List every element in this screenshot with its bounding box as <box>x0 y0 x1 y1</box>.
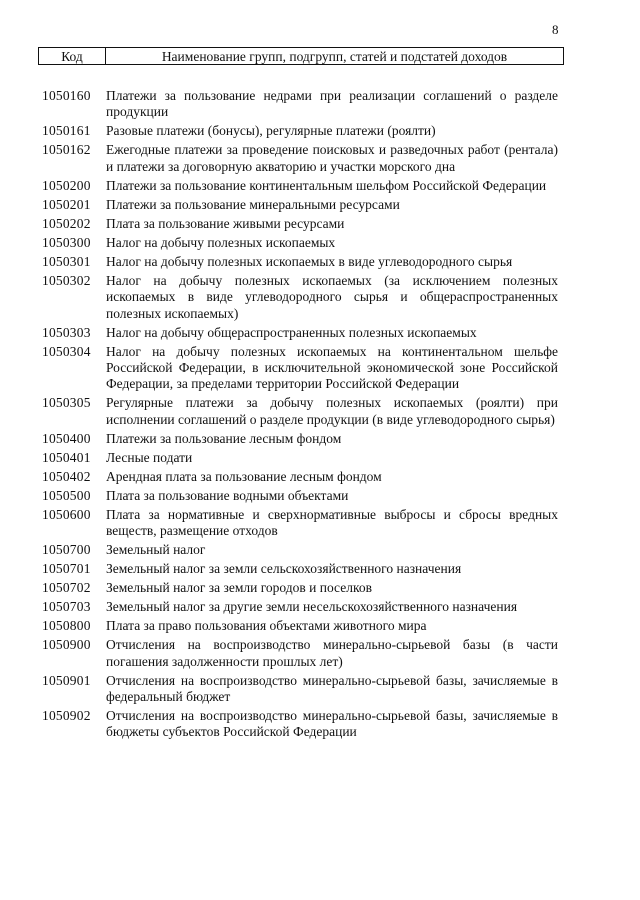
table-row <box>42 325 558 341</box>
row-name: Налог на добычу полезных ископаемых (за исключением полезных ископаемых в виде углеводородного сырья и общераспространенных полезных ископаемых) <box>106 272 558 321</box>
row-name: Платежи за пользование лесным фондом <box>106 430 342 446</box>
page-number: 8 <box>552 22 559 37</box>
table-row <box>42 561 558 577</box>
table-row <box>42 708 558 741</box>
row-name: Арендная плата за пользование лесным фондом <box>106 468 382 484</box>
row-name: Налог на добычу полезных ископаемых <box>106 234 336 250</box>
row-name: Налог на добычу общераспространенных полезных ископаемых <box>106 324 477 340</box>
table-row <box>42 637 558 670</box>
row-code: 1050800 <box>42 618 91 634</box>
table-row <box>42 197 558 213</box>
row-code: 1050201 <box>42 196 91 212</box>
row-name: Плата за право пользования объектами животного мира <box>106 618 427 634</box>
table-row <box>42 431 558 447</box>
table-row <box>42 123 558 139</box>
row-name: Отчисления на воспроизводство минерально-сырьевой базы, зачисляемые в федеральный бюджет <box>106 672 558 705</box>
row-name: Плата за пользование живыми ресурсами <box>106 215 345 231</box>
table-row <box>42 488 558 504</box>
table-row <box>42 599 558 615</box>
header-name-label: Наименование групп, подгрупп, статей и подстатей доходов <box>161 49 508 64</box>
row-name: Платежи за пользование континентальным шельфом Российской Федерации <box>106 177 547 193</box>
row-code: 1050305 <box>42 395 91 411</box>
table-row <box>42 344 558 393</box>
header-code-label: Код <box>39 48 106 64</box>
row-code: 1050303 <box>42 324 91 340</box>
row-name: Платежи за пользование минеральными ресурсами <box>106 196 400 212</box>
row-code: 1050302 <box>42 272 91 288</box>
row-name: Налог на добычу полезных ископаемых в виде углеводородного сырья <box>106 253 513 269</box>
row-code: 1050202 <box>42 215 91 231</box>
row-code: 1050901 <box>42 672 91 688</box>
row-name: Ежегодные платежи за проведение поисковых и разведочных работ (рентала) и платежи за договорную акваторию и участки морского дна <box>106 142 558 174</box>
table-row <box>42 273 558 322</box>
row-name: Платежи за пользование недрами при реализации соглашений о разделе продукции <box>106 88 558 120</box>
row-code: 1050301 <box>42 253 91 269</box>
row-code: 1050200 <box>42 177 91 193</box>
row-code: 1050161 <box>42 123 91 139</box>
row-name: Отчисления на воспроизводство минерально-сырьевой базы (в части погашения задолженности прошлых лет) <box>106 637 558 669</box>
row-name: Земельный налог за земли городов и поселков <box>106 580 372 596</box>
row-code: 1050701 <box>42 561 91 577</box>
row-code: 1050162 <box>42 142 91 158</box>
row-code: 1050500 <box>42 487 91 503</box>
table-row <box>42 618 558 634</box>
row-name: Земельный налог за другие земли несельскохозяйственного назначения <box>106 599 518 615</box>
row-name: Отчисления на воспроизводство минерально-сырьевой базы, зачисляемые в бюджеты субъектов Российской Федерации <box>106 708 558 740</box>
row-name: Земельный налог <box>106 542 206 558</box>
row-name: Разовые платежи (бонусы), регулярные платежи (роялти) <box>106 123 436 139</box>
table-row <box>42 507 558 540</box>
row-code: 1050702 <box>42 580 91 596</box>
row-name: Регулярные платежи за добычу полезных ископаемых (роялти) при исполнении соглашений о разделе продукции (в виде углеводородного сырья) <box>106 395 558 427</box>
row-code: 1050600 <box>42 506 91 522</box>
table-row <box>42 673 558 706</box>
table-row <box>42 254 558 270</box>
table-row <box>42 469 558 485</box>
table-row <box>42 580 558 596</box>
row-code: 1050304 <box>42 343 91 359</box>
table-row <box>42 142 558 175</box>
row-code: 1050902 <box>42 708 91 724</box>
row-code: 1050160 <box>42 88 91 103</box>
table-header <box>38 47 564 65</box>
row-code: 1050402 <box>42 468 91 484</box>
row-code: 1050700 <box>42 542 91 558</box>
row-name: Плата за нормативные и сверхнормативные выбросы и сбросы вредных веществ, размещение отходов <box>106 506 558 539</box>
income-codes-list <box>42 88 558 743</box>
row-code: 1050400 <box>42 430 91 446</box>
row-name: Налог на добычу полезных ископаемых на континентальном шельфе Российской Федерации, в исключительной экономической зоне Российской Федерации, за пределами территории Российской Федерации <box>106 343 558 392</box>
row-name: Земельный налог за земли сельскохозяйственного назначения <box>106 561 462 577</box>
table-row <box>42 178 558 194</box>
table-row <box>42 88 558 121</box>
row-code: 1050401 <box>42 449 91 465</box>
row-name: Лесные подати <box>106 449 193 465</box>
row-code: 1050900 <box>42 637 91 653</box>
row-name: Плата за пользование водными объектами <box>106 487 349 503</box>
table-row <box>42 235 558 251</box>
table-row <box>42 395 558 428</box>
row-code: 1050703 <box>42 599 91 615</box>
table-row <box>42 216 558 232</box>
table-row <box>42 450 558 466</box>
table-row <box>42 542 558 558</box>
row-code: 1050300 <box>42 234 91 250</box>
